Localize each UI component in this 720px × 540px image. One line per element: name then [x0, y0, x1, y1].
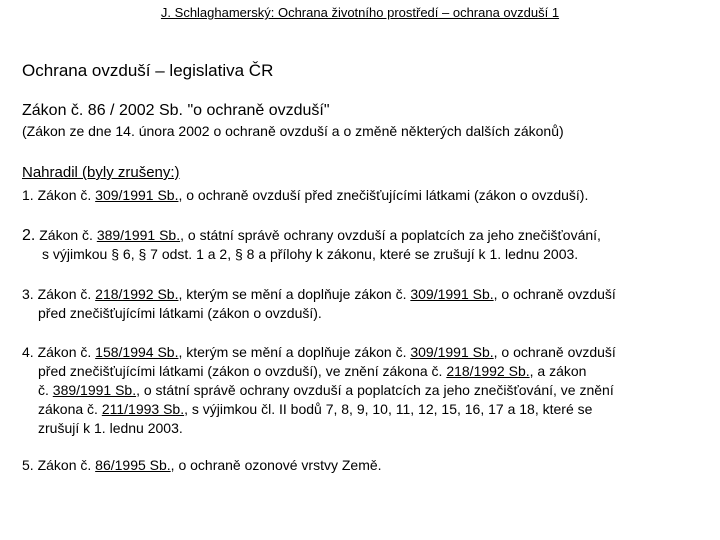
replaced-heading: Nahradil (byly zrušeny:): [22, 164, 180, 181]
repealed-law-item-3: [22, 285, 616, 323]
item-text: , s výjimkou čl. II bodů 7, 8, 9, 10, 11, 12, 15, 16, 17 a 18, které se: [184, 401, 593, 417]
law-reference-link[interactable]: 309/1991 Sb.: [95, 187, 179, 203]
item-text: zákona č.: [38, 401, 102, 417]
item-number: 3.: [22, 286, 34, 302]
item-text: , o ochraně ozonové vrstvy Země.: [170, 457, 382, 473]
item-text: , kterým se mění a doplňuje zákon č.: [178, 344, 411, 360]
item-number: 5.: [22, 457, 34, 473]
law-reference-link[interactable]: 211/1993 Sb.: [101, 401, 185, 417]
law-reference-link[interactable]: 158/1994 Sb.: [95, 344, 179, 360]
item-text: č.: [38, 382, 53, 398]
item-line: s výjimkou § 6, § 7 odst. 1 a 2, § 8 a přílohy k zákonu, které se zrušují k 1. lednu 2003.: [42, 246, 579, 262]
law-reference-link[interactable]: 389/1991 Sb.: [96, 227, 181, 243]
item-line: [22, 226, 601, 245]
item-line: [22, 400, 616, 419]
item-line: [22, 456, 382, 475]
law-reference-link[interactable]: 86/1995 Sb.: [95, 457, 171, 473]
item-number: 2.: [22, 227, 36, 244]
item-line: [22, 186, 588, 205]
law-reference-link[interactable]: 309/1991 Sb.: [410, 344, 494, 360]
item-number: 1.: [22, 187, 34, 203]
item-line: [22, 285, 616, 304]
law-reference-link[interactable]: 218/1992 Sb.: [95, 286, 179, 302]
item-text: , o státní správě ochrany ovzduší a poplatcích za jeho znečišťování,: [180, 227, 601, 243]
item-text: před znečišťujícími látkami (zákon o ovzduší), ve znění zákona č.: [38, 363, 447, 379]
item-text: Zákon č.: [33, 344, 96, 360]
repealed-law-item-4: [22, 343, 616, 438]
slide-title: Ochrana ovzduší – legislativa ČR: [22, 61, 274, 80]
item-text: , o ochraně ovzduší před znečišťujícími látkami (zákon o ovzduší).: [178, 187, 589, 203]
law-subtitle: (Zákon ze dne 14. února 2002 o ochraně ovzduší a o změně některých dalších zákonů): [22, 123, 564, 139]
item-text: Zákon č.: [35, 227, 97, 243]
repealed-law-item-2: [22, 226, 601, 264]
item-text: , o ochraně ovzduší: [493, 344, 616, 360]
item-text: Zákon č.: [33, 286, 96, 302]
repealed-law-item-5: [22, 456, 382, 475]
item-text: Zákon č.: [33, 457, 96, 473]
item-line: před znečišťujícími látkami (zákon o ovzduší).: [38, 305, 322, 321]
item-line: [22, 343, 616, 362]
item-text: , kterým se mění a doplňuje zákon č.: [178, 286, 411, 302]
item-line: zrušují k 1. lednu 2003.: [38, 420, 183, 436]
item-line: [22, 381, 616, 400]
law-reference-link[interactable]: 389/1991 Sb.: [52, 382, 137, 398]
item-text: Zákon č.: [33, 187, 96, 203]
item-text: , o státní správě ochrany ovzduší a poplatcích za jeho znečišťování, ve znění: [136, 382, 614, 398]
item-line: [22, 362, 616, 381]
item-number: 4.: [22, 344, 34, 360]
repealed-law-item-1: [22, 186, 588, 205]
item-text: , o ochraně ovzduší: [493, 286, 616, 302]
law-reference-link[interactable]: 218/1992 Sb.: [446, 363, 530, 379]
law-title: Zákon č. 86 / 2002 Sb. "o ochraně ovzduší": [22, 102, 330, 119]
law-reference-link[interactable]: 309/1991 Sb.: [410, 286, 494, 302]
slide-header: J. Schlaghamerský: Ochrana životního prostředí – ochrana ovzduší 1: [160, 5, 560, 20]
item-text: , a zákon: [529, 363, 587, 379]
